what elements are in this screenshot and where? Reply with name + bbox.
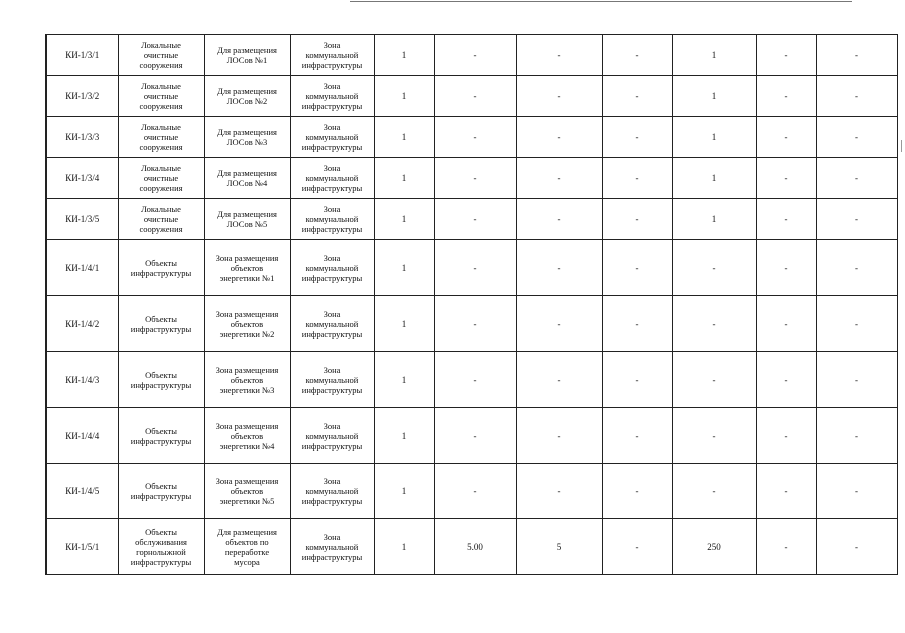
value-cell-c4: - xyxy=(602,117,672,158)
purpose-cell-line: Для размещения xyxy=(217,86,277,96)
plot-code-cell: КИ-1/4/5 xyxy=(46,464,118,519)
plot-code-cell: КИ-1/3/3 xyxy=(46,117,118,158)
object-type-cell xyxy=(118,519,204,575)
value-cell-c4: - xyxy=(602,296,672,352)
value-cell-c1: 1 xyxy=(374,408,434,464)
purpose-cell-line: Зона размещения xyxy=(215,364,279,375)
value-cell-c3: - xyxy=(516,158,602,199)
value-cell-c5: - xyxy=(672,296,756,352)
value-cell-c6: - xyxy=(756,296,816,352)
zone-cell-line: коммунальной xyxy=(305,262,359,273)
value-cell-c2: - xyxy=(434,199,516,240)
purpose-cell-line: Для размещения xyxy=(217,209,277,219)
value-cell-c5: - xyxy=(672,240,756,296)
purpose-cell-line: энергетики №1 xyxy=(219,272,275,283)
object-type-cell-line: Объекты xyxy=(145,257,177,268)
value-cell-c4: - xyxy=(602,158,672,199)
table-row xyxy=(46,408,897,464)
zone-cell-line: Зона xyxy=(323,252,341,263)
zone-cell-line: коммунальной xyxy=(305,318,359,329)
zone-cell-line: Зона xyxy=(323,531,341,542)
value-cell-c6: - xyxy=(756,408,816,464)
plot-code-cell: КИ-1/5/1 xyxy=(46,519,118,575)
object-type-cell-line: очистные xyxy=(143,91,179,101)
zone-cell-line: инфраструктуры xyxy=(301,328,363,339)
purpose-cell xyxy=(204,240,290,296)
object-type-cell-line: горнолыжной xyxy=(136,546,186,557)
object-type-cell-line: инфраструктуры xyxy=(130,267,192,278)
object-type-cell-line: Локальные xyxy=(141,40,181,50)
value-cell-c7: - xyxy=(816,464,897,519)
object-type-cell xyxy=(118,408,204,464)
zone-cell-line: коммунальной xyxy=(305,374,359,385)
value-cell-c2: 5.00 xyxy=(434,519,516,575)
zone-cell-line: коммунальной xyxy=(305,173,359,183)
purpose-cell-line: Для размещения xyxy=(217,127,277,137)
plot-code-cell: КИ-1/4/4 xyxy=(46,408,118,464)
purpose-cell xyxy=(204,199,290,240)
purpose-cell-line: ЛОСов №5 xyxy=(226,219,268,229)
plot-code-cell: КИ-1/4/3 xyxy=(46,352,118,408)
object-type-cell-line: инфраструктуры xyxy=(130,556,192,567)
object-type-cell xyxy=(118,352,204,408)
purpose-cell-line: ЛОСов №4 xyxy=(226,178,268,188)
object-type-cell-line: Локальные xyxy=(141,81,181,91)
value-cell-c5: - xyxy=(672,464,756,519)
object-type-cell-line: очистные xyxy=(143,50,179,60)
purpose-cell xyxy=(204,76,290,117)
zone-cell xyxy=(290,76,374,117)
value-cell-c3: - xyxy=(516,76,602,117)
table-row xyxy=(46,519,897,575)
zone-cell-line: коммунальной xyxy=(305,541,359,552)
scan-edge-mark xyxy=(901,140,902,152)
plot-code-cell: КИ-1/3/1 xyxy=(46,35,118,76)
zone-cell-line: Зона xyxy=(323,420,341,431)
value-cell-c7: - xyxy=(816,519,897,575)
purpose-cell xyxy=(204,352,290,408)
value-cell-c7: - xyxy=(816,199,897,240)
value-cell-c1: 1 xyxy=(374,76,434,117)
table-row xyxy=(46,240,897,296)
value-cell-c2: - xyxy=(434,464,516,519)
value-cell-c4: - xyxy=(602,352,672,408)
zone-cell-line: инфраструктуры xyxy=(301,440,363,451)
table-body xyxy=(46,35,897,575)
table-row xyxy=(46,117,897,158)
purpose-cell-line: объектов по xyxy=(225,536,269,547)
purpose-cell-line: Зона размещения xyxy=(215,308,279,319)
purpose-cell-line: энергетики №4 xyxy=(219,440,275,451)
table-row xyxy=(46,76,897,117)
object-type-cell-line: обслуживания xyxy=(135,536,187,547)
zone-cell-line: Зона xyxy=(323,204,341,214)
zone-cell xyxy=(290,240,374,296)
value-cell-c4: - xyxy=(602,199,672,240)
object-type-cell-line: инфраструктуры xyxy=(130,323,192,334)
zone-cell-line: инфраструктуры xyxy=(301,183,363,193)
value-cell-c5: - xyxy=(672,352,756,408)
object-type-cell-line: сооружения xyxy=(139,101,183,111)
zone-cell-line: инфраструктуры xyxy=(301,551,363,562)
value-cell-c4: - xyxy=(602,76,672,117)
purpose-cell-line: Для размещения xyxy=(217,526,277,537)
value-cell-c5: 250 xyxy=(672,519,756,575)
value-cell-c7: - xyxy=(816,296,897,352)
value-cell-c6: - xyxy=(756,519,816,575)
zone-cell-line: инфраструктуры xyxy=(301,224,363,234)
purpose-cell xyxy=(204,296,290,352)
zone-cell xyxy=(290,158,374,199)
object-type-cell xyxy=(118,35,204,76)
value-cell-c7: - xyxy=(816,76,897,117)
value-cell-c1: 1 xyxy=(374,519,434,575)
object-type-cell xyxy=(118,158,204,199)
zone-cell xyxy=(290,35,374,76)
value-cell-c2: - xyxy=(434,76,516,117)
value-cell-c6: - xyxy=(756,199,816,240)
zone-cell xyxy=(290,519,374,575)
purpose-cell-line: мусора xyxy=(234,556,260,567)
object-type-cell-line: сооружения xyxy=(139,60,183,70)
purpose-cell-line: ЛОСов №2 xyxy=(226,96,268,106)
object-type-cell-line: очистные xyxy=(143,173,179,183)
object-type-cell xyxy=(118,296,204,352)
value-cell-c4: - xyxy=(602,519,672,575)
object-type-cell-line: инфраструктуры xyxy=(130,491,192,501)
object-type-cell-line: Объекты xyxy=(145,313,177,324)
purpose-cell-line: энергетики №3 xyxy=(219,384,275,395)
table-row xyxy=(46,199,897,240)
object-type-cell-line: инфраструктуры xyxy=(130,379,192,390)
value-cell-c1: 1 xyxy=(374,199,434,240)
zone-cell xyxy=(290,352,374,408)
purpose-cell-line: объектов xyxy=(230,486,264,496)
value-cell-c5: 1 xyxy=(672,35,756,76)
object-type-cell-line: Локальные xyxy=(141,204,181,214)
value-cell-c6: - xyxy=(756,464,816,519)
table-row xyxy=(46,296,897,352)
value-cell-c2: - xyxy=(434,408,516,464)
value-cell-c3: 5 xyxy=(516,519,602,575)
object-type-cell-line: сооружения xyxy=(139,224,183,234)
zone-cell-line: инфраструктуры xyxy=(301,384,363,395)
value-cell-c5: 1 xyxy=(672,199,756,240)
value-cell-c3: - xyxy=(516,464,602,519)
zone-cell-line: Зона xyxy=(323,308,341,319)
value-cell-c7: - xyxy=(816,352,897,408)
value-cell-c6: - xyxy=(756,117,816,158)
value-cell-c7: - xyxy=(816,117,897,158)
object-type-cell xyxy=(118,117,204,158)
value-cell-c6: - xyxy=(756,158,816,199)
value-cell-c1: 1 xyxy=(374,158,434,199)
value-cell-c6: - xyxy=(756,352,816,408)
value-cell-c4: - xyxy=(602,35,672,76)
plot-code-cell: КИ-1/4/2 xyxy=(46,296,118,352)
purpose-cell-line: энергетики №2 xyxy=(219,328,275,339)
zone-cell-line: Зона xyxy=(323,364,341,375)
value-cell-c1: 1 xyxy=(374,35,434,76)
scan-top-rule xyxy=(350,1,852,2)
table-row xyxy=(46,35,897,76)
plot-code-cell: КИ-1/3/2 xyxy=(46,76,118,117)
zone-cell-line: коммунальной xyxy=(305,50,359,60)
value-cell-c3: - xyxy=(516,199,602,240)
value-cell-c4: - xyxy=(602,464,672,519)
object-type-cell-line: Объекты xyxy=(145,481,177,491)
value-cell-c4: - xyxy=(602,240,672,296)
purpose-cell-line: объектов xyxy=(230,262,264,273)
value-cell-c6: - xyxy=(756,35,816,76)
value-cell-c5: 1 xyxy=(672,158,756,199)
object-type-cell-line: очистные xyxy=(143,214,179,224)
value-cell-c2: - xyxy=(434,296,516,352)
zone-cell-line: инфраструктуры xyxy=(301,60,363,70)
purpose-cell-line: объектов xyxy=(230,430,264,441)
purpose-cell-line: энергетики №5 xyxy=(219,496,275,506)
value-cell-c3: - xyxy=(516,352,602,408)
value-cell-c2: - xyxy=(434,352,516,408)
zone-cell-line: коммунальной xyxy=(305,430,359,441)
object-type-cell-line: Объекты xyxy=(145,369,177,380)
value-cell-c3: - xyxy=(516,408,602,464)
value-cell-c2: - xyxy=(434,158,516,199)
zone-cell-line: коммунальной xyxy=(305,214,359,224)
zone-cell xyxy=(290,408,374,464)
purpose-cell xyxy=(204,408,290,464)
purpose-cell-line: Зона размещения xyxy=(215,252,279,263)
object-type-cell-line: инфраструктуры xyxy=(130,435,192,446)
table-row xyxy=(46,352,897,408)
value-cell-c5: 1 xyxy=(672,76,756,117)
object-type-cell xyxy=(118,76,204,117)
purpose-cell-line: переработке xyxy=(224,546,270,557)
purpose-cell xyxy=(204,117,290,158)
plot-code-cell: КИ-1/3/5 xyxy=(46,199,118,240)
zone-cell-line: Зона xyxy=(323,476,341,486)
value-cell-c2: - xyxy=(434,240,516,296)
value-cell-c7: - xyxy=(816,35,897,76)
value-cell-c2: - xyxy=(434,117,516,158)
object-type-cell-line: сооружения xyxy=(139,142,183,152)
plot-code-cell: КИ-1/3/4 xyxy=(46,158,118,199)
object-type-cell-line: Объекты xyxy=(145,526,177,537)
zone-cell-line: инфраструктуры xyxy=(301,272,363,283)
object-type-cell-line: сооружения xyxy=(139,183,183,193)
value-cell-c4: - xyxy=(602,408,672,464)
land-plots-table xyxy=(45,34,898,575)
zone-cell-line: инфраструктуры xyxy=(301,101,363,111)
value-cell-c7: - xyxy=(816,158,897,199)
object-type-cell-line: Локальные xyxy=(141,122,181,132)
zone-cell xyxy=(290,117,374,158)
zone-cell xyxy=(290,199,374,240)
value-cell-c3: - xyxy=(516,35,602,76)
zone-cell-line: Зона xyxy=(323,122,341,132)
object-type-cell xyxy=(118,240,204,296)
value-cell-c5: - xyxy=(672,408,756,464)
zone-cell-line: Зона xyxy=(323,163,341,173)
plot-code-cell: КИ-1/4/1 xyxy=(46,240,118,296)
zone-cell-line: коммунальной xyxy=(305,132,359,142)
value-cell-c1: 1 xyxy=(374,464,434,519)
value-cell-c1: 1 xyxy=(374,352,434,408)
purpose-cell-line: ЛОСов №1 xyxy=(226,55,268,65)
object-type-cell-line: Локальные xyxy=(141,163,181,173)
purpose-cell-line: ЛОСов №3 xyxy=(226,137,268,147)
purpose-cell xyxy=(204,35,290,76)
purpose-cell xyxy=(204,519,290,575)
value-cell-c5: 1 xyxy=(672,117,756,158)
purpose-cell-line: Зона размещения xyxy=(215,476,279,486)
value-cell-c3: - xyxy=(516,117,602,158)
object-type-cell-line: очистные xyxy=(143,132,179,142)
zone-cell xyxy=(290,296,374,352)
value-cell-c1: 1 xyxy=(374,296,434,352)
value-cell-c3: - xyxy=(516,240,602,296)
value-cell-c3: - xyxy=(516,296,602,352)
purpose-cell-line: объектов xyxy=(230,318,264,329)
purpose-cell xyxy=(204,464,290,519)
zone-cell-line: инфраструктуры xyxy=(301,496,363,506)
purpose-cell-line: Для размещения xyxy=(217,45,277,55)
value-cell-c7: - xyxy=(816,240,897,296)
zone-cell-line: инфраструктуры xyxy=(301,142,363,152)
zone-cell-line: коммунальной xyxy=(305,91,359,101)
purpose-cell-line: объектов xyxy=(230,374,264,385)
purpose-cell-line: Для размещения xyxy=(217,168,277,178)
zone-cell-line: Зона xyxy=(323,40,341,50)
purpose-cell xyxy=(204,158,290,199)
zone-cell-line: коммунальной xyxy=(305,486,359,496)
zone-cell-line: Зона xyxy=(323,81,341,91)
value-cell-c7: - xyxy=(816,408,897,464)
object-type-cell-line: Объекты xyxy=(145,425,177,436)
zone-cell xyxy=(290,464,374,519)
value-cell-c1: 1 xyxy=(374,240,434,296)
object-type-cell xyxy=(118,464,204,519)
value-cell-c6: - xyxy=(756,240,816,296)
object-type-cell xyxy=(118,199,204,240)
table-row xyxy=(46,464,897,519)
purpose-cell-line: Зона размещения xyxy=(215,420,279,431)
value-cell-c1: 1 xyxy=(374,117,434,158)
value-cell-c2: - xyxy=(434,35,516,76)
value-cell-c6: - xyxy=(756,76,816,117)
table-row xyxy=(46,158,897,199)
